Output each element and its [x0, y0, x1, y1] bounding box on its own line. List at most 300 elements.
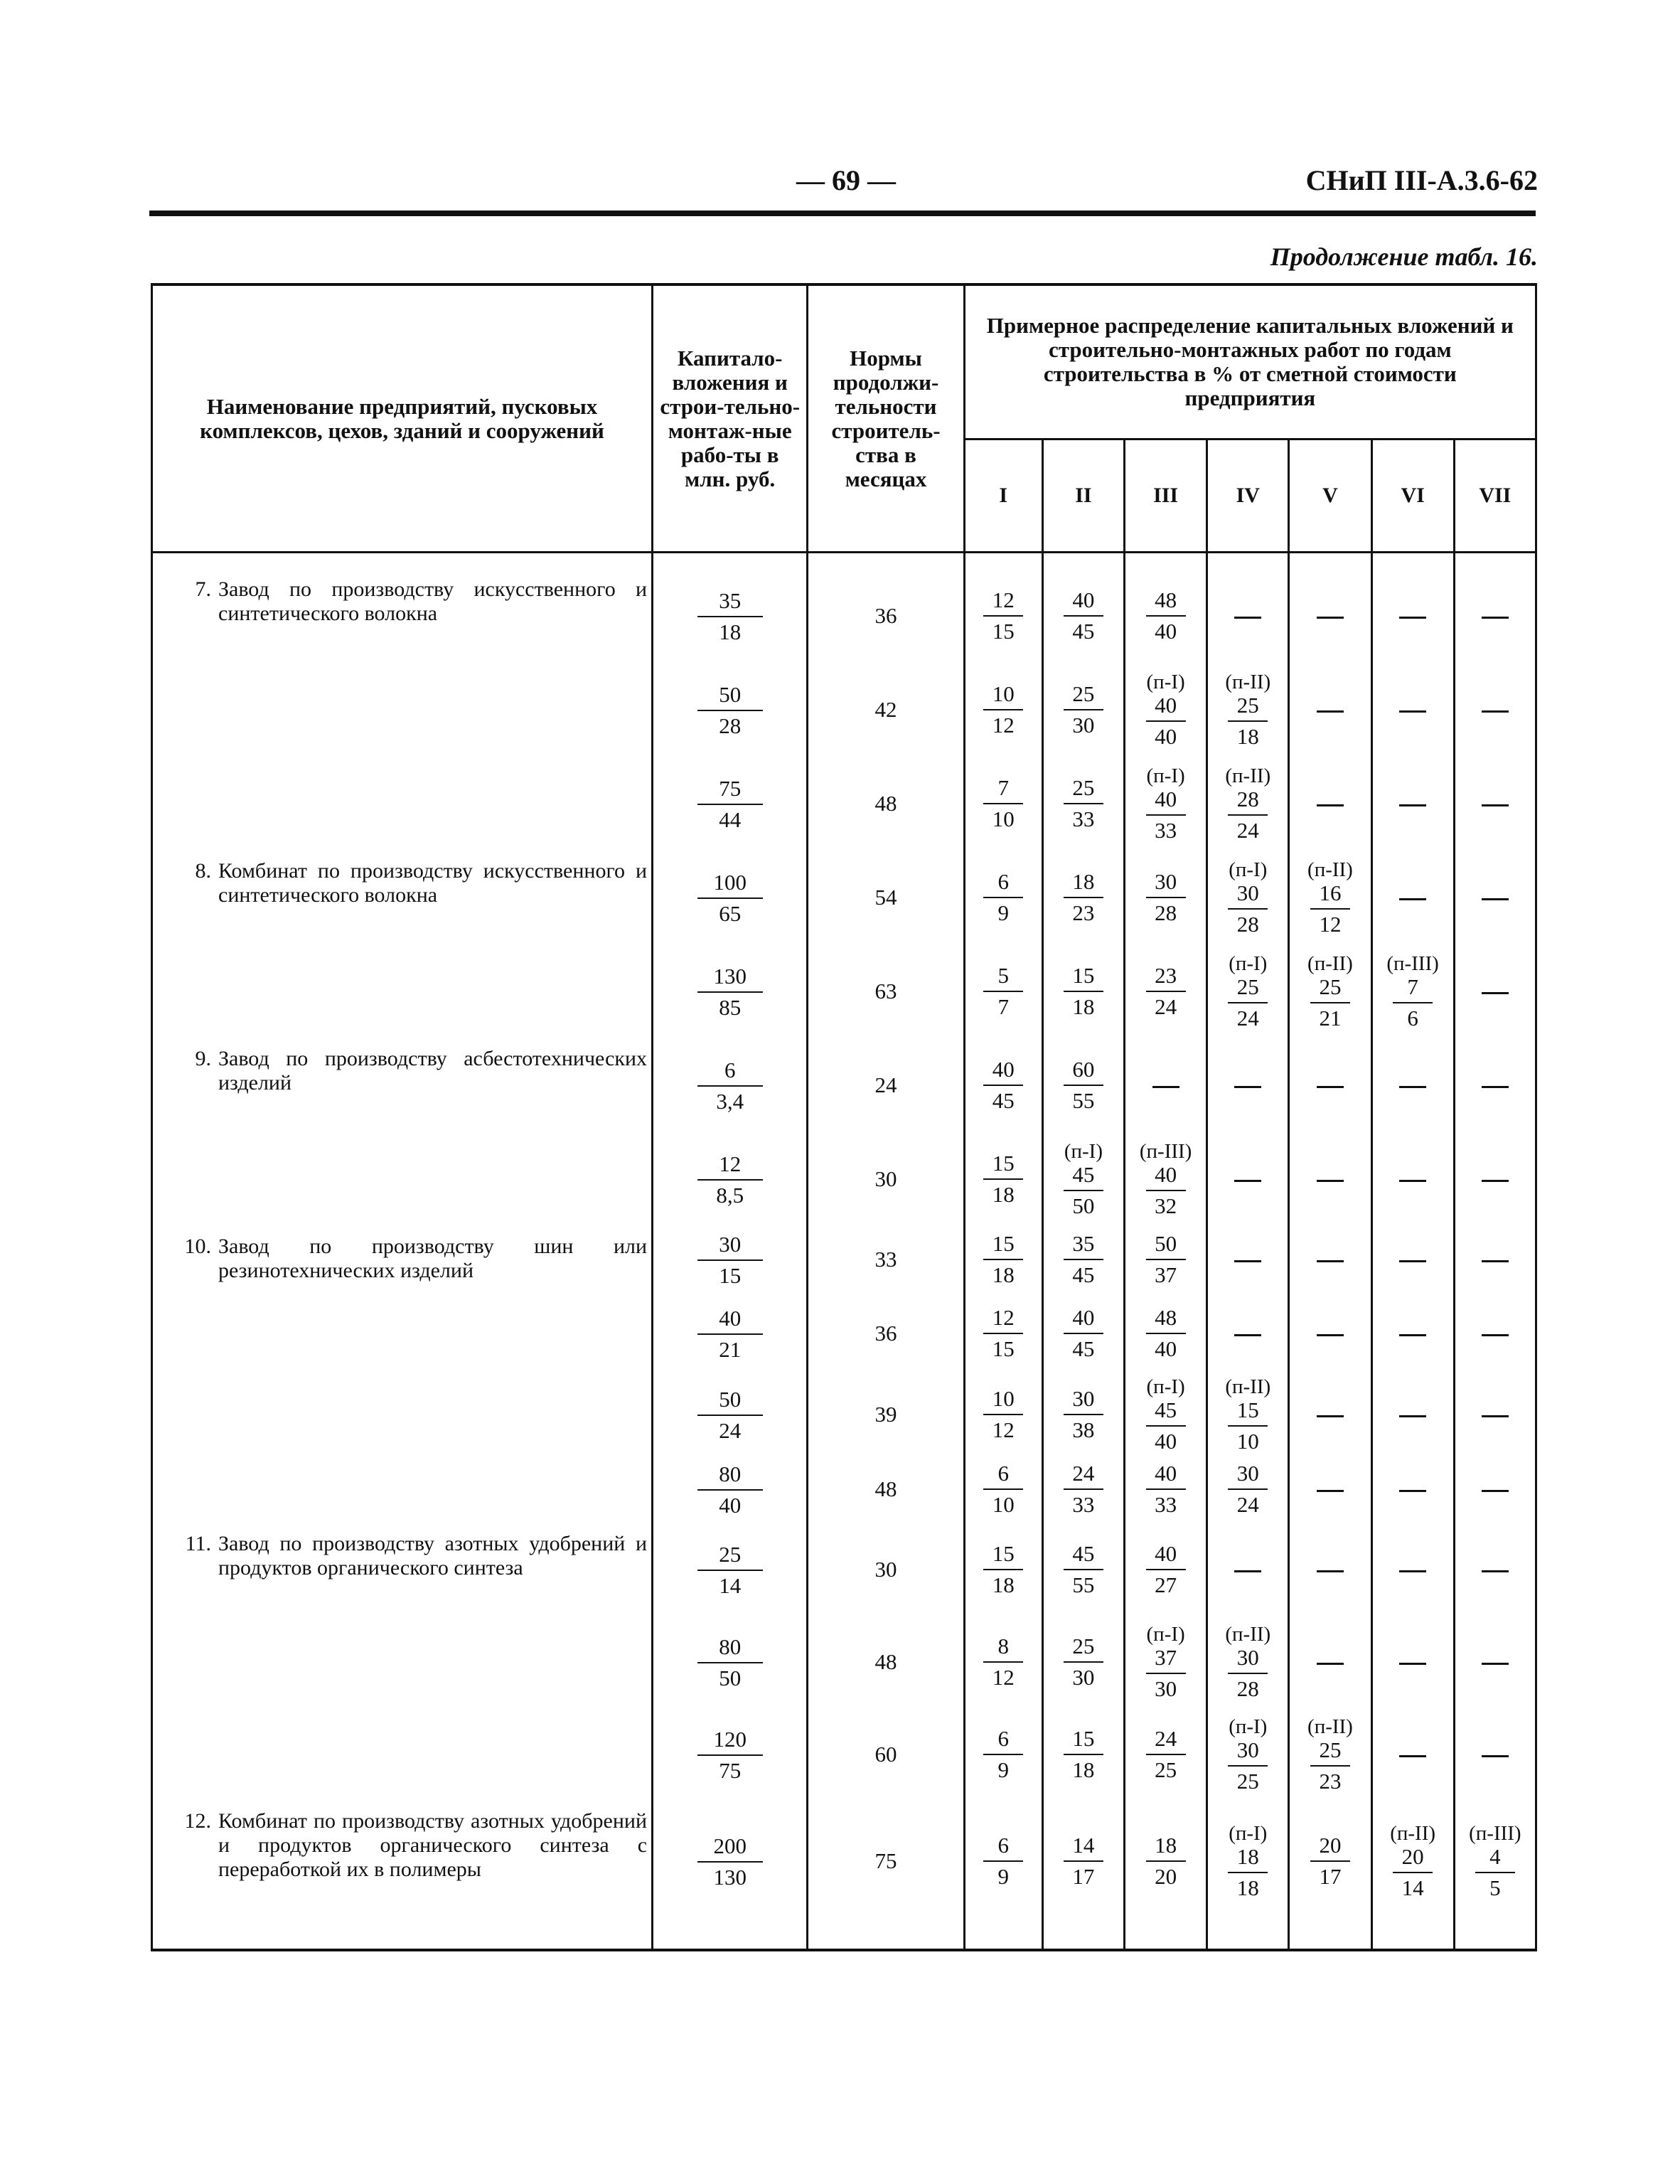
phase-note: (п-I) [1229, 952, 1268, 975]
fraction-bar [1310, 1002, 1350, 1003]
spacer-cell [1207, 553, 1289, 570]
year-cell-IV [1207, 1455, 1289, 1523]
denominator: 3,4 [716, 1088, 744, 1114]
year-header: VII [1454, 440, 1536, 553]
denominator: 33 [1155, 818, 1177, 843]
numerator: 6 [997, 1833, 1010, 1858]
numerator: 30 [1072, 1386, 1095, 1411]
fraction-bar [983, 615, 1023, 617]
year-cell-I [964, 944, 1042, 1038]
percent-value [983, 1833, 1023, 1889]
year-value [1208, 1623, 1288, 1701]
fraction-bar [1146, 1259, 1186, 1260]
denominator: 40 [1155, 619, 1177, 644]
fraction-bar [983, 897, 1023, 898]
norm-value: 39 [874, 1402, 897, 1427]
percent-value [983, 1058, 1023, 1113]
year-value [1208, 1715, 1288, 1794]
percent-value [1064, 1634, 1103, 1690]
year-cell-I [964, 1616, 1042, 1708]
denominator: 10 [992, 1492, 1015, 1517]
capital-cell [653, 1038, 808, 1132]
norm-cell [808, 1374, 964, 1455]
norm-value: 75 [874, 1848, 897, 1873]
year-cell-III [1125, 1226, 1207, 1293]
percent-value [1228, 975, 1268, 1030]
denominator: 28 [1236, 1676, 1259, 1701]
year-cell-V [1289, 663, 1371, 757]
year-value [965, 1306, 1042, 1361]
numerator: 30 [1236, 1737, 1259, 1762]
denominator: 28 [719, 713, 742, 738]
year-value [965, 964, 1042, 1019]
denominator: 40 [719, 1492, 742, 1518]
denominator: 30 [1155, 1676, 1177, 1701]
year-cell-V [1289, 1455, 1371, 1523]
year-cell-IV [1207, 851, 1289, 944]
percent-value [1310, 975, 1350, 1030]
percent-value [1064, 964, 1103, 1019]
year-cell-IV [1207, 663, 1289, 757]
numerator: 25 [1319, 974, 1342, 999]
fraction-bar [1146, 814, 1186, 816]
item-entry [167, 859, 647, 907]
denominator: 18 [992, 1262, 1015, 1287]
fraction-bar [1228, 1002, 1268, 1003]
phase-note: (п-II) [1307, 1715, 1353, 1738]
dash-mark [1482, 1180, 1509, 1182]
capital-value [697, 1306, 763, 1362]
dash-mark [1317, 1180, 1344, 1182]
denominator: 6 [1407, 1006, 1418, 1030]
denominator: 21 [719, 1336, 742, 1362]
numerator: 25 [1072, 1634, 1095, 1658]
denominator: 12 [1319, 912, 1342, 937]
fraction-bar [1064, 1569, 1103, 1570]
norm-cell [808, 1038, 964, 1132]
year-cell-VII [1454, 944, 1536, 1038]
year-cell-V [1289, 1132, 1371, 1226]
norm-value: 24 [874, 1072, 897, 1097]
dash-mark [1317, 1415, 1344, 1417]
numerator: 10 [992, 1386, 1015, 1411]
item-name: Завод по производству шин или резинотехнических изделий [218, 1235, 648, 1282]
table-continuation-label: Продолжение табл. 16. [1270, 243, 1538, 271]
year-cell-IV [1207, 1616, 1289, 1708]
dash-mark [1482, 617, 1509, 619]
numerator: 25 [719, 1541, 742, 1567]
percent-value [1393, 975, 1433, 1030]
spacer-cell [1125, 1922, 1207, 1950]
capital-cell [653, 1455, 808, 1523]
year-value [1125, 671, 1206, 749]
year-cell-I [964, 1226, 1042, 1293]
numerator: 16 [1319, 880, 1342, 905]
year-value [1125, 1542, 1206, 1597]
year-cell-I [964, 1374, 1042, 1455]
year-value [1044, 1727, 1123, 1782]
fraction-bar [697, 804, 763, 805]
phase-note: (п-I) [1146, 1375, 1185, 1398]
dash-mark [1482, 992, 1509, 994]
numerator: 40 [1072, 587, 1095, 612]
percent-value [983, 1387, 1023, 1442]
year-header: IV [1207, 440, 1289, 553]
dash-mark [1317, 617, 1344, 619]
year-cell-VII [1454, 1038, 1536, 1132]
numerator: 12 [992, 1305, 1015, 1330]
denominator: 40 [1155, 1336, 1177, 1361]
percent-value [1146, 1833, 1186, 1889]
year-cell-III [1125, 1455, 1207, 1523]
percent-value [1146, 1727, 1186, 1782]
year-value [1290, 952, 1370, 1030]
dash-mark [1399, 1180, 1426, 1182]
phase-note: (п-II) [1225, 1375, 1271, 1398]
numerator: 40 [1155, 1461, 1177, 1486]
dash-mark [1234, 617, 1261, 619]
norm-cell [808, 1801, 964, 1922]
denominator: 23 [1072, 900, 1095, 925]
fraction-bar [1064, 803, 1103, 804]
year-value [1044, 776, 1123, 831]
spacer-cell [152, 1922, 653, 1950]
year-cell-III [1125, 1523, 1207, 1616]
numerator: 24 [1072, 1461, 1095, 1486]
fraction-bar [1064, 1661, 1103, 1663]
fraction-bar [697, 616, 763, 617]
denominator: 25 [1155, 1757, 1177, 1782]
capital-cell [653, 851, 808, 944]
denominator: 24 [1155, 994, 1177, 1019]
item-number: 11. [185, 1532, 211, 1555]
item-name-cell [152, 1523, 653, 1801]
capital-value [697, 1635, 763, 1690]
percent-value [983, 1232, 1023, 1287]
numerator: 40 [1155, 787, 1177, 811]
year-cell-II [1042, 1374, 1124, 1455]
fraction-bar [1146, 720, 1186, 722]
denominator: 130 [713, 1864, 747, 1890]
numerator: 5 [997, 963, 1010, 988]
year-cell-IV [1207, 1374, 1289, 1455]
fraction-bar [1064, 1333, 1103, 1334]
fraction-bar [983, 1178, 1023, 1180]
denominator: 18 [992, 1572, 1015, 1597]
norm-value: 54 [874, 885, 897, 910]
phase-note: (п-II) [1390, 1822, 1436, 1845]
year-value [1044, 682, 1123, 737]
denominator: 40 [1155, 724, 1177, 749]
percent-value [1228, 1646, 1268, 1701]
year-cell-II [1042, 663, 1124, 757]
numerator: 50 [719, 681, 742, 707]
year-value [1044, 1058, 1123, 1113]
dash-mark [1399, 710, 1426, 713]
fraction-bar [697, 1333, 763, 1335]
percent-value [1064, 1542, 1103, 1597]
capital-value [697, 589, 763, 644]
year-cell-IV [1207, 1708, 1289, 1801]
denominator: 18 [1072, 994, 1095, 1019]
numerator: 10 [992, 681, 1015, 706]
dash-mark [1317, 1260, 1344, 1262]
denominator: 17 [1319, 1864, 1342, 1889]
year-cell-VII [1454, 757, 1536, 851]
norm-cell [808, 944, 964, 1038]
year-cell-I [964, 569, 1042, 663]
numerator: 15 [992, 1541, 1015, 1566]
denominator: 18 [1236, 1875, 1259, 1900]
percent-value [1146, 693, 1186, 749]
year-value [1125, 964, 1206, 1019]
numerator: 8 [997, 1634, 1010, 1658]
denominator: 12 [992, 1665, 1015, 1690]
dash-mark [1482, 1086, 1509, 1088]
percent-value [1064, 870, 1103, 925]
norm-cell [808, 569, 964, 663]
fraction-bar [983, 803, 1023, 804]
norm-cell [808, 1226, 964, 1293]
norm-cell [808, 1616, 964, 1708]
fraction-bar [983, 1085, 1023, 1086]
percent-value [983, 1306, 1023, 1361]
year-value [965, 588, 1042, 644]
phase-note: (п-III) [1469, 1822, 1521, 1845]
year-cell-III [1125, 1708, 1207, 1801]
percent-value [1064, 1727, 1103, 1782]
norm-value: 42 [874, 697, 897, 722]
fraction-bar [1228, 1872, 1268, 1873]
fraction-bar [1310, 1765, 1350, 1767]
capital-cell [653, 1226, 808, 1293]
fraction-bar [1064, 1085, 1103, 1086]
fraction-bar [1475, 1872, 1515, 1873]
year-cell-II [1042, 1523, 1124, 1616]
year-cell-V [1289, 1374, 1371, 1455]
fraction-bar [983, 1488, 1023, 1490]
percent-value [983, 1151, 1023, 1207]
year-cell-III [1125, 1374, 1207, 1455]
capital-value [697, 1543, 763, 1598]
item-number: 10. [184, 1235, 211, 1258]
denominator: 15 [992, 619, 1015, 644]
year-value [1044, 1306, 1123, 1361]
item-name: Комбинат по производству искусственного и синтетического волокна [218, 859, 648, 907]
year-value [1044, 1387, 1123, 1442]
spacer-cell [653, 553, 808, 570]
capital-cell [653, 944, 808, 1038]
year-cell-VI [1371, 1455, 1454, 1523]
spacer-row [152, 553, 1536, 570]
numerator: 6 [724, 1057, 736, 1082]
table-row [152, 1801, 1536, 1922]
denominator: 24 [1236, 1492, 1259, 1517]
year-cell-II [1042, 1801, 1124, 1922]
numerator: 75 [719, 775, 742, 801]
dash-mark [1234, 1086, 1261, 1088]
year-cell-II [1042, 1226, 1124, 1293]
denominator: 5 [1489, 1875, 1501, 1900]
numerator: 25 [1072, 775, 1095, 800]
percent-value [983, 1634, 1023, 1690]
dash-mark [1152, 1086, 1179, 1088]
fraction-bar [1146, 1569, 1186, 1570]
numerator: 200 [713, 1833, 747, 1858]
numerator: 120 [713, 1726, 747, 1752]
capital-value [697, 777, 763, 832]
year-cell-II [1042, 569, 1124, 663]
year-cell-VII [1454, 1801, 1536, 1922]
denominator: 27 [1155, 1572, 1177, 1597]
numerator: 40 [992, 1057, 1015, 1082]
dash-mark [1399, 804, 1426, 806]
phase-note: (п-II) [1225, 1623, 1271, 1646]
fraction-bar [697, 710, 763, 711]
denominator: 45 [1072, 1262, 1095, 1287]
percent-value [1146, 964, 1186, 1019]
spacer-cell [152, 553, 653, 570]
numerator: 14 [1072, 1833, 1095, 1858]
dash-mark [1482, 1570, 1509, 1572]
numerator: 45 [1072, 1162, 1095, 1187]
spacer-cell [1207, 1922, 1289, 1950]
phase-note: (п-II) [1307, 858, 1353, 881]
year-cell-V [1289, 1038, 1371, 1132]
fraction-bar [1393, 1002, 1433, 1003]
percent-value [1064, 1387, 1103, 1442]
year-value [965, 1542, 1042, 1597]
dash-mark [1399, 1415, 1426, 1417]
denominator: 85 [719, 994, 742, 1020]
year-cell-VI [1371, 1523, 1454, 1616]
dash-mark [1399, 1755, 1426, 1757]
numerator: 45 [1072, 1541, 1095, 1566]
year-value [965, 1151, 1042, 1207]
numerator: 12 [992, 587, 1015, 612]
year-value [1125, 1623, 1206, 1701]
numerator: 40 [1072, 1305, 1095, 1330]
year-cell-VI [1371, 1708, 1454, 1801]
spacer-cell [1289, 553, 1371, 570]
year-header: I [964, 440, 1042, 553]
percent-value [1064, 1461, 1103, 1517]
denominator: 44 [719, 806, 742, 832]
numerator: 48 [1155, 1305, 1177, 1330]
dash-mark [1482, 1334, 1509, 1336]
table-row [152, 1226, 1536, 1293]
capital-cell [653, 1708, 808, 1801]
year-cell-VI [1371, 1616, 1454, 1708]
table-row [152, 569, 1536, 663]
denominator: 24 [1236, 818, 1259, 843]
year-cell-I [964, 1293, 1042, 1374]
page-number: — 69 — [796, 164, 896, 196]
denominator: 21 [1319, 1006, 1342, 1030]
year-cell-VII [1454, 1132, 1536, 1226]
percent-value [1228, 787, 1268, 843]
numerator: 30 [1155, 869, 1177, 894]
year-cell-VI [1371, 1226, 1454, 1293]
denominator: 28 [1155, 900, 1177, 925]
numerator: 50 [719, 1386, 742, 1412]
year-cell-IV [1207, 1038, 1289, 1132]
year-cell-VI [1371, 1374, 1454, 1455]
fraction-bar [697, 1415, 763, 1416]
year-cell-VII [1454, 1293, 1536, 1374]
dash-mark [1399, 1663, 1426, 1665]
capital-value [697, 1834, 763, 1890]
denominator: 45 [1072, 619, 1095, 644]
year-value [965, 776, 1042, 831]
year-cell-V [1289, 1708, 1371, 1801]
numerator: 18 [1236, 1844, 1259, 1869]
fraction-bar [1228, 1425, 1268, 1427]
year-value [1455, 1822, 1535, 1900]
fraction-bar [1064, 991, 1103, 992]
fraction-bar [1228, 908, 1268, 910]
denominator: 9 [997, 1864, 1010, 1889]
percent-value [1064, 1306, 1103, 1361]
phase-note: (п-I) [1064, 1140, 1103, 1163]
denominator: 15 [992, 1336, 1015, 1361]
fraction-bar [983, 1569, 1023, 1570]
denominator: 33 [1072, 1492, 1095, 1517]
year-value [1125, 1461, 1206, 1517]
numerator: 6 [997, 1461, 1010, 1486]
percent-value [1393, 1845, 1433, 1900]
numerator: 48 [1155, 587, 1177, 612]
denominator: 55 [1072, 1088, 1095, 1113]
year-value [965, 1387, 1042, 1442]
phase-note: (п-I) [1146, 765, 1185, 787]
capital-value [697, 1727, 763, 1783]
capital-value [697, 1462, 763, 1518]
year-cell-I [964, 1132, 1042, 1226]
percent-value [1064, 1232, 1103, 1287]
column-header-name: Наименование предприятий, пусковых комплексов, цехов, зданий и сооружений [152, 284, 653, 553]
norm-value: 48 [874, 1476, 897, 1501]
denominator: 15 [719, 1262, 742, 1288]
fraction-bar [983, 709, 1023, 710]
phase-note: (п-III) [1386, 952, 1439, 975]
percent-value [983, 1461, 1023, 1517]
percent-value [1228, 693, 1268, 749]
year-cell-VI [1371, 944, 1454, 1038]
year-cell-V [1289, 851, 1371, 944]
numerator: 7 [1407, 974, 1418, 999]
fraction-bar [1146, 615, 1186, 617]
numerator: 23 [1155, 963, 1177, 988]
year-cell-III [1125, 1801, 1207, 1922]
fraction-bar [1393, 1872, 1433, 1873]
numerator: 25 [1072, 681, 1095, 706]
year-cell-III [1125, 944, 1207, 1038]
year-header: VI [1371, 440, 1454, 553]
numerator: 50 [1155, 1231, 1177, 1256]
numerator: 130 [713, 963, 747, 989]
percent-value [1310, 1738, 1350, 1794]
item-name: Завод по производству азотных удобрений и продуктов органического синтеза [218, 1532, 648, 1580]
fraction-bar [1310, 908, 1350, 910]
year-cell-III [1125, 1616, 1207, 1708]
year-value [1044, 964, 1123, 1019]
fraction-bar [1228, 720, 1268, 722]
fraction-bar [1064, 615, 1103, 617]
dash-mark [1482, 1415, 1509, 1417]
column-header-capital: Капитало-вложения и строи-тельно-монтаж-ные рабо-ты в млн. руб. [653, 284, 808, 553]
capital-cell [653, 1801, 808, 1922]
